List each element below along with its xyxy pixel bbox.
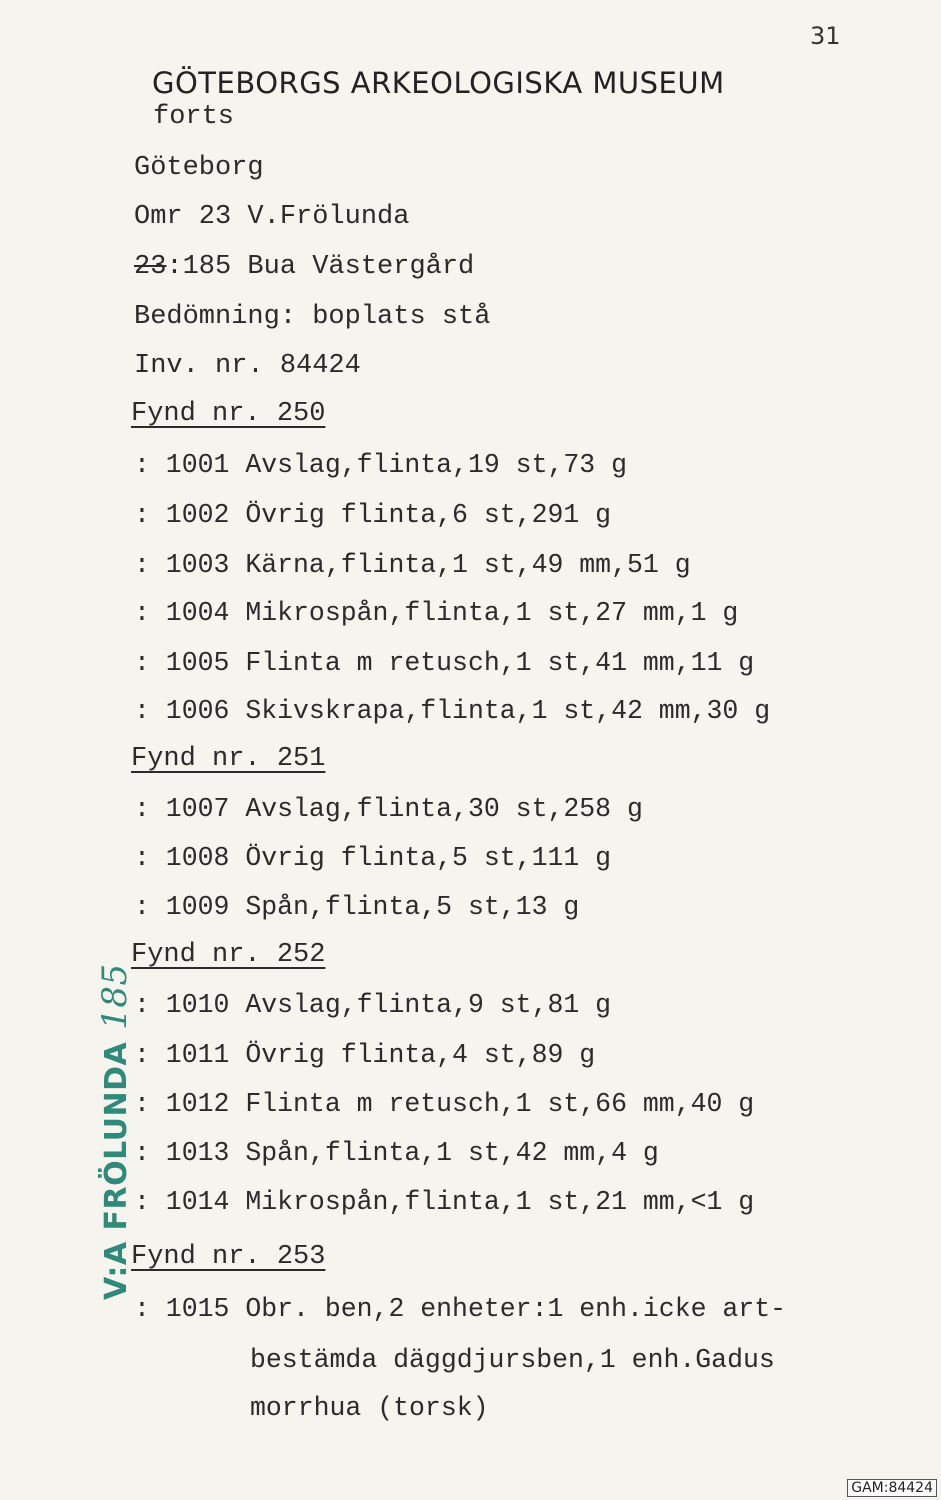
- location-stamp: [95, 963, 135, 1300]
- find-item: : 1010 Avslag,flinta,9 st,81 g: [134, 990, 612, 1020]
- city-line: Göteborg: [134, 153, 264, 183]
- find-item: : 1002 Övrig flinta,6 st,291 g: [134, 500, 612, 530]
- inventory-line: Inv. nr. 84424: [134, 351, 361, 381]
- find-heading: Fynd nr. 251: [131, 744, 326, 774]
- site-line: [134, 252, 474, 282]
- find-item: : 1004 Mikrospån,flinta,1 st,27 mm,1 g: [134, 598, 739, 628]
- find-item: : 1007 Avslag,flinta,30 st,258 g: [134, 794, 643, 824]
- continued-label: forts: [153, 102, 235, 132]
- find-heading: Fynd nr. 253: [131, 1242, 326, 1272]
- find-item: : 1003 Kärna,flinta,1 st,49 mm,51 g: [134, 550, 691, 580]
- museum-title: GÖTEBORGS ARKEOLOGISKA MUSEUM: [152, 66, 725, 100]
- stamp-text: V:A FRÖLUNDA: [99, 1041, 134, 1300]
- find-item-continuation: morrhua (torsk): [250, 1393, 489, 1423]
- find-item: : 1006 Skivskrapa,flinta,1 st,42 mm,30 g: [134, 696, 771, 726]
- stamp-number: 185: [95, 963, 135, 1030]
- find-item: : 1012 Flinta m retusch,1 st,66 mm,40 g: [134, 1089, 755, 1119]
- find-item: : 1014 Mikrospån,flinta,1 st,21 mm,<1 g: [134, 1187, 755, 1217]
- find-item: : 1013 Spån,flinta,1 st,42 mm,4 g: [134, 1138, 659, 1168]
- site-text: :185 Bua Västergård: [166, 252, 475, 282]
- area-line: Omr 23 V.Frölunda: [134, 202, 410, 232]
- assessment-line: Bedömning: boplats stå: [134, 302, 491, 332]
- find-item: : 1005 Flinta m retusch,1 st,41 mm,11 g: [134, 648, 755, 678]
- struck-number: 23: [134, 252, 167, 282]
- find-item: : 1008 Övrig flinta,5 st,111 g: [134, 843, 612, 873]
- find-item: : 1001 Avslag,flinta,19 st,73 g: [134, 450, 627, 480]
- find-item-continuation: bestämda däggdjursben,1 enh.Gadus: [250, 1345, 775, 1375]
- reference-label: GAM:84424: [847, 1479, 937, 1497]
- find-item: : 1011 Övrig flinta,4 st,89 g: [134, 1040, 596, 1070]
- find-heading: Fynd nr. 250: [131, 399, 326, 429]
- find-item: : 1009 Spån,flinta,5 st,13 g: [134, 892, 580, 922]
- find-item: : 1015 Obr. ben,2 enheter:1 enh.icke art-: [134, 1294, 787, 1324]
- page-number: 31: [810, 22, 841, 50]
- find-heading: Fynd nr. 252: [131, 940, 326, 970]
